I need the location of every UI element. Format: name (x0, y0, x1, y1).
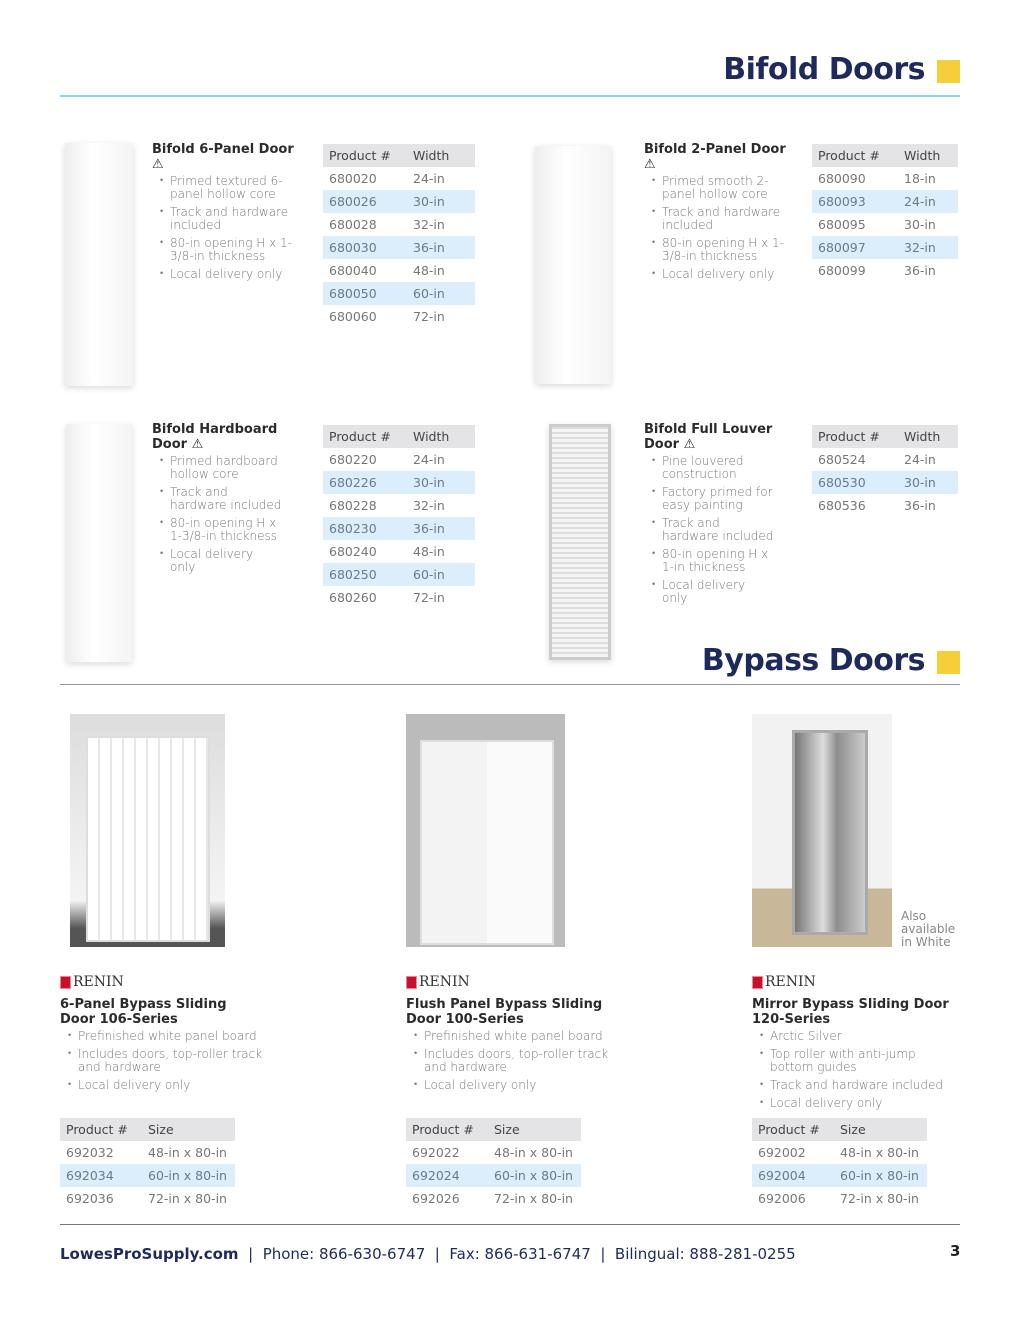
table-cell: 30-in (904, 217, 936, 232)
feature-item: • Top roller with anti-jump bottom guides (752, 1048, 957, 1074)
brand-logo (60, 974, 265, 990)
table-cell: 24-in (413, 452, 445, 467)
table-cell: 692034 (60, 1164, 142, 1187)
table-cell: 32-in (413, 217, 445, 232)
table-cell: 60-in (407, 282, 475, 305)
column-header: Product # (752, 1118, 834, 1141)
table-row (323, 190, 475, 213)
brand-name: RENIN (765, 974, 816, 990)
feature-item: • Prefinished white panel board (406, 1030, 611, 1043)
table-row (323, 586, 475, 609)
feature-list (406, 1030, 611, 1092)
accent-square (937, 60, 960, 83)
bypass-heading: Bypass Doors (701, 643, 925, 678)
feature-item: • 80-in opening H x 1-in thickness (644, 548, 774, 574)
table-cell: 680097 (812, 236, 898, 259)
table-row (812, 167, 958, 190)
table-cell: 680260 (329, 590, 377, 605)
table-row (812, 190, 958, 213)
table-cell: 24-in (904, 452, 936, 467)
table-cell: 72-in x 80-in (840, 1191, 919, 1206)
accent-square (937, 651, 960, 674)
door-image-hardboard (66, 424, 132, 662)
bilingual-phone: Bilingual: 888-281-0255 (614, 1245, 796, 1263)
table-cell: 60-in (407, 563, 475, 586)
fax: Fax: 866-631-6747 (449, 1245, 591, 1263)
table-header-row (752, 1118, 927, 1141)
table-cell: 680040 (329, 263, 377, 278)
table-cell: 680020 (329, 171, 377, 186)
product-info (644, 142, 794, 286)
table-row (812, 259, 958, 282)
column-header: Width (407, 425, 475, 448)
door-image-6panel (65, 143, 133, 386)
product-info (60, 974, 265, 1097)
product-title: Bifold 6-Panel Door ⚠ (152, 142, 294, 172)
product-table (60, 1118, 235, 1210)
feature-item: • Track and hardware included (152, 486, 282, 512)
feature-item: • Local delivery only (152, 268, 302, 281)
product-table (752, 1118, 927, 1210)
table-cell: 30-in (898, 471, 958, 494)
table-row (60, 1187, 235, 1210)
table-row (406, 1164, 581, 1187)
feature-item: • Local delivery only (60, 1079, 265, 1092)
website-link[interactable]: LowesProSupply.com (60, 1245, 239, 1263)
table-cell: 692032 (66, 1145, 114, 1160)
product-title: Flush Panel Bypass Sliding Door 100-Series (406, 997, 603, 1027)
table-cell: 48-in x 80-in (494, 1145, 573, 1160)
table-row (323, 540, 475, 563)
table-cell: 60-in x 80-in (834, 1164, 927, 1187)
door-image-louver (549, 424, 611, 660)
table-cell: 60-in x 80-in (142, 1164, 235, 1187)
brand-logo (752, 974, 957, 990)
table-cell: 680060 (329, 309, 377, 324)
table-cell: 680090 (818, 171, 866, 186)
table-cell: 692036 (66, 1191, 114, 1206)
product-table (323, 144, 475, 328)
table-row (323, 167, 475, 190)
photo-flush-bypass (406, 714, 565, 947)
table-cell: 692022 (412, 1145, 460, 1160)
table-row (752, 1164, 927, 1187)
product-info (752, 974, 957, 1115)
product-title: 6-Panel Bypass Sliding Door 106-Series (60, 997, 227, 1027)
renin-logo-icon (60, 976, 71, 989)
table-row (323, 471, 475, 494)
feature-item: • 80-in opening H x 1-3/8-in thickness (644, 237, 794, 263)
table-cell: 680524 (818, 452, 866, 467)
column-header: Product # (323, 425, 407, 448)
table-row (323, 563, 475, 586)
feature-item: • 80-in opening H x 1-3/8-in thickness (152, 517, 282, 543)
table-row (752, 1187, 927, 1210)
table-row (323, 236, 475, 259)
table-cell: 36-in (904, 263, 936, 278)
also-available-note: Also available in White (901, 909, 956, 949)
product-title: Bifold Full Louver Door ⚠ (644, 422, 773, 452)
table-row (60, 1164, 235, 1187)
table-cell: 36-in (407, 517, 475, 540)
table-cell: 680536 (818, 498, 866, 513)
table-cell: 30-in (407, 471, 475, 494)
feature-item: • Local delivery only (152, 548, 282, 574)
table-cell: 32-in (898, 236, 958, 259)
table-header-row (406, 1118, 581, 1141)
table-cell: 32-in (413, 498, 445, 513)
brand-name: RENIN (419, 974, 470, 990)
feature-item: • Pine louvered construction (644, 455, 774, 481)
table-row (323, 448, 475, 471)
table-cell: 692004 (752, 1164, 834, 1187)
table-cell: 680093 (812, 190, 898, 213)
feature-item: • Primed hardboard hollow core (152, 455, 282, 481)
footer-contact: LowesProSupply.com | Phone: 866-630-6747 | Fax: 866-631-6747 | Bilingual: 888-281-0255 (60, 1245, 796, 1263)
divider (60, 1224, 960, 1225)
product-info (644, 422, 774, 610)
product-title: Bifold 2-Panel Door ⚠ (644, 142, 786, 172)
table-row (323, 259, 475, 282)
table-cell: 72-in x 80-in (494, 1191, 573, 1206)
table-cell: 692002 (758, 1145, 806, 1160)
table-cell: 48-in x 80-in (840, 1145, 919, 1160)
product-table (812, 144, 958, 282)
feature-item: • Primed smooth 2-panel hollow core (644, 175, 794, 201)
table-row (812, 494, 958, 517)
feature-item: • Track and hardware included (752, 1079, 957, 1092)
table-cell: 692026 (412, 1191, 460, 1206)
table-cell: 680230 (323, 517, 407, 540)
table-cell: 680028 (329, 217, 377, 232)
column-header: Product # (812, 144, 898, 167)
table-cell: 680099 (818, 263, 866, 278)
phone: Phone: 866-630-6747 (262, 1245, 426, 1263)
column-header: Width (898, 425, 958, 448)
feature-list (752, 1030, 957, 1110)
feature-item: • Includes doors, top-roller track and hardware (60, 1048, 265, 1074)
feature-item: • Track and hardware included (152, 206, 302, 232)
feature-list (152, 455, 282, 574)
table-cell: 72-in (413, 590, 445, 605)
column-header: Product # (323, 144, 407, 167)
table-cell: 680250 (323, 563, 407, 586)
feature-item: • Factory primed for easy painting (644, 486, 774, 512)
feature-item: • Local delivery only (644, 579, 774, 605)
feature-list (644, 175, 794, 281)
table-cell: 48-in (413, 263, 445, 278)
feature-list (152, 175, 302, 281)
renin-logo-icon (406, 976, 417, 989)
table-row (323, 282, 475, 305)
table-cell: 680050 (323, 282, 407, 305)
feature-item: • 80-in opening H x 1-3/8-in thickness (152, 237, 302, 263)
table-cell: 36-in (904, 498, 936, 513)
table-cell: 680228 (329, 498, 377, 513)
table-row (812, 236, 958, 259)
divider (60, 95, 960, 97)
table-row (812, 213, 958, 236)
table-cell: 680095 (818, 217, 866, 232)
table-cell: 680030 (323, 236, 407, 259)
table-row (323, 494, 475, 517)
bifold-heading: Bifold Doors (723, 52, 925, 87)
feature-item: • Arctic Silver (752, 1030, 957, 1043)
table-cell: 36-in (407, 236, 475, 259)
table-cell: 680530 (812, 471, 898, 494)
product-table (323, 425, 475, 609)
feature-list (60, 1030, 265, 1092)
feature-item: • Prefinished white panel board (60, 1030, 265, 1043)
column-header: Size (488, 1118, 581, 1141)
table-row (812, 471, 958, 494)
column-header: Size (142, 1118, 235, 1141)
table-cell: 48-in (413, 544, 445, 559)
feature-item: • Local delivery only (752, 1097, 957, 1110)
table-cell: 692024 (406, 1164, 488, 1187)
product-info (152, 142, 302, 286)
table-header-row (323, 425, 475, 448)
column-header: Product # (406, 1118, 488, 1141)
table-header-row (812, 144, 958, 167)
column-header: Size (834, 1118, 927, 1141)
feature-item: • Track and hardware included (644, 517, 774, 543)
table-cell: 680240 (329, 544, 377, 559)
product-table (812, 425, 958, 517)
table-row (406, 1187, 581, 1210)
table-cell: 18-in (904, 171, 936, 186)
table-row (406, 1141, 581, 1164)
table-row (812, 448, 958, 471)
table-cell: 680220 (329, 452, 377, 467)
door-image-2panel (535, 146, 611, 384)
brand-logo (406, 974, 611, 990)
table-cell: 48-in x 80-in (148, 1145, 227, 1160)
table-row (323, 213, 475, 236)
product-table (406, 1118, 581, 1210)
column-header: Product # (812, 425, 898, 448)
table-cell: 680226 (323, 471, 407, 494)
table-cell: 60-in x 80-in (488, 1164, 581, 1187)
feature-item: • Local delivery only (406, 1079, 611, 1092)
feature-item: • Includes doors, top-roller track and hardware (406, 1048, 611, 1074)
table-cell: 24-in (898, 190, 958, 213)
table-cell: 692006 (758, 1191, 806, 1206)
table-cell: 680026 (323, 190, 407, 213)
table-row (752, 1141, 927, 1164)
feature-item: • Local delivery only (644, 268, 794, 281)
table-header-row (60, 1118, 235, 1141)
table-row (323, 517, 475, 540)
table-cell: 24-in (413, 171, 445, 186)
photo-mirror-bypass (752, 714, 892, 947)
table-cell: 72-in x 80-in (148, 1191, 227, 1206)
feature-list (644, 455, 774, 605)
divider (60, 684, 960, 685)
brand-name: RENIN (73, 974, 124, 990)
renin-logo-icon (752, 976, 763, 989)
page-number: 3 (950, 1242, 961, 1260)
table-row (60, 1141, 235, 1164)
table-header-row (323, 144, 475, 167)
column-header: Width (407, 144, 475, 167)
table-cell: 30-in (407, 190, 475, 213)
column-header: Width (898, 144, 958, 167)
table-cell: 72-in (413, 309, 445, 324)
product-info (152, 422, 282, 579)
feature-item: • Primed textured 6-panel hollow core (152, 175, 302, 201)
product-title: Mirror Bypass Sliding Door 120-Series (752, 997, 949, 1027)
table-row (323, 305, 475, 328)
column-header: Product # (60, 1118, 142, 1141)
photo-6panel-bypass (70, 714, 225, 947)
feature-item: • Track and hardware included (644, 206, 794, 232)
product-info (406, 974, 611, 1097)
product-title: Bifold Hardboard Door ⚠ (152, 422, 278, 452)
table-header-row (812, 425, 958, 448)
